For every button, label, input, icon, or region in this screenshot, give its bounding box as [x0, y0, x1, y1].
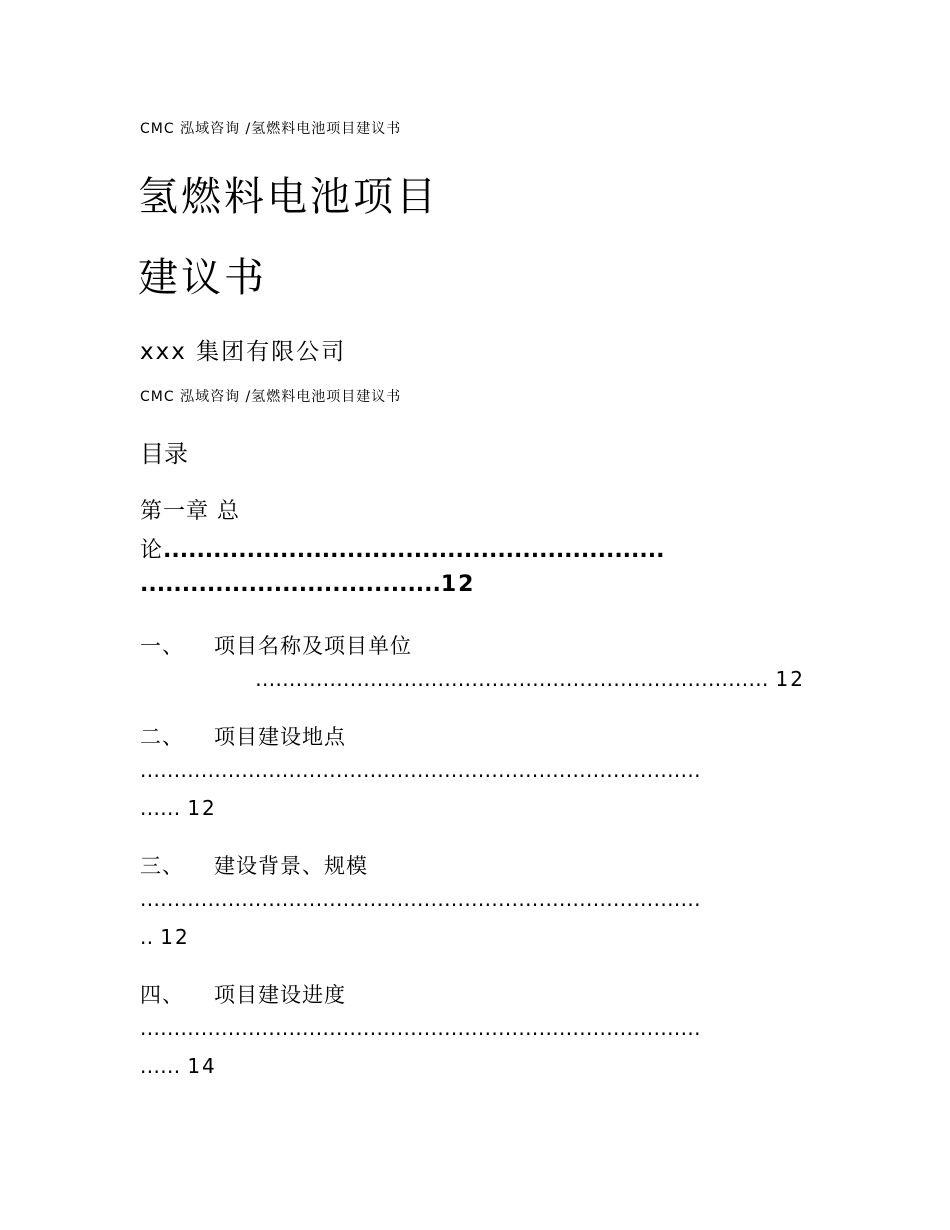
toc-chapter-1-leader-1: ............................................................ [163, 538, 665, 563]
toc-heading: 目录 [140, 440, 188, 468]
toc-section-3-leader-2: .. [140, 925, 154, 949]
toc-section-1-number: 一、 [140, 634, 184, 658]
toc-section-2-title[interactable] [140, 721, 346, 751]
toc-section-3-line-2[interactable] [140, 925, 805, 949]
toc-chapter-1-line-1[interactable] [140, 533, 805, 564]
toc-section-3-page-number: 12 [160, 925, 190, 949]
toc-section-2-line-2[interactable] [140, 796, 805, 820]
toc-section-2-leader-2: ...... [140, 796, 181, 820]
document-title-line-2: 建议书 [138, 255, 267, 301]
toc-section-1-line[interactable] [140, 667, 805, 691]
toc-section-2-leader-line-1[interactable]: ................................................................................... [140, 758, 701, 782]
toc-chapter-1-leader-2: .................................... [140, 572, 441, 597]
toc-section-3-number: 三、 [140, 854, 184, 878]
toc-section-1-page-number: 12 [775, 667, 805, 691]
toc-section-4-number: 四、 [140, 983, 184, 1007]
document-title-line-1: 氢燃料电池项目 [138, 174, 439, 220]
toc-chapter-1-line-2[interactable] [140, 572, 476, 597]
toc-section-2-label: 项目建设地点 [214, 725, 346, 749]
toc-section-4-title[interactable] [140, 979, 346, 1009]
toc-section-1-title[interactable] [140, 630, 412, 660]
toc-section-4-line-2[interactable] [140, 1054, 805, 1078]
running-header-second: CMC 泓域咨询 /氢燃料电池项目建议书 [140, 389, 402, 405]
toc-section-1-label: 项目名称及项目单位 [214, 634, 412, 658]
toc-chapter-1-title-cont: 论 [140, 538, 164, 563]
toc-section-2-number: 二、 [140, 725, 184, 749]
toc-section-4-page-number: 14 [187, 1054, 217, 1078]
toc-section-2-page-number: 12 [187, 796, 217, 820]
company-name: xxx 集团有限公司 [140, 339, 347, 365]
toc-section-3-leader-line-1[interactable]: ................................................................................... [140, 887, 701, 911]
toc-section-4-leader-2: ...... [140, 1054, 181, 1078]
toc-section-3-title[interactable] [140, 850, 368, 880]
toc-chapter-1-title[interactable]: 第一章 总 [140, 499, 240, 524]
toc-section-4-label: 项目建设进度 [214, 983, 346, 1007]
toc-section-4-leader-line-1[interactable]: ................................................................................... [140, 1016, 701, 1040]
running-header-top: CMC 泓域咨询 /氢燃料电池项目建议书 [140, 121, 402, 137]
toc-chapter-1-page-number: 12 [440, 572, 476, 597]
toc-section-1-leader: ............................................................................ [255, 667, 769, 691]
toc-section-3-label: 建设背景、规模 [214, 854, 368, 878]
